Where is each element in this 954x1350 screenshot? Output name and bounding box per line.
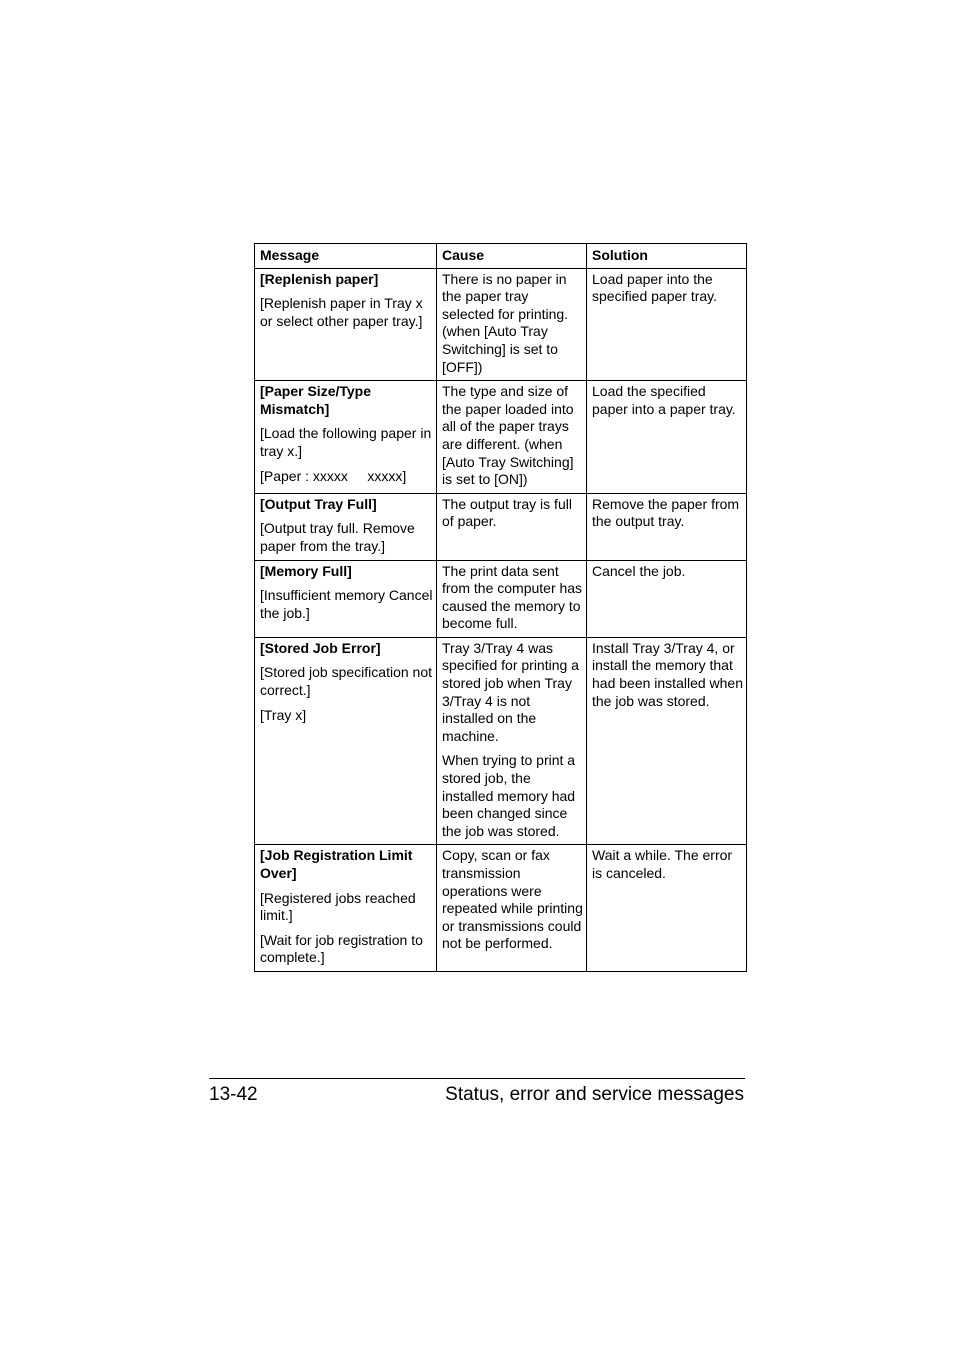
message-text: [Stored job specification not correct.] [260,664,432,699]
message-text: [Registered jobs reached limit.] [260,889,416,924]
header-solution: Solution [587,244,747,269]
message-title: [Replenish paper] [260,270,379,287]
message-cell [255,845,437,972]
cause-text: The type and size of the paper loaded into all of the paper trays are different. (when [Auto Tray Switching] is set to [ON]) [442,383,574,488]
message-text: [Tray x] [260,706,307,723]
message-cell [255,560,437,637]
message-text: [Replenish paper in Tray x or select other paper tray.] [260,295,423,329]
solution-cell [587,381,747,494]
footer-section-title: Status, error and service messages [445,1084,744,1105]
solution-cell [587,845,747,972]
solution-text: Load the specified paper into a paper tray. [592,383,736,417]
message-title: [Job Registration Limit Over] [260,847,413,881]
table-header-row [255,244,747,269]
message-text: [Output tray full. Remove paper from the tray.] [260,520,415,554]
cause-cell [437,560,587,637]
message-cell [255,268,437,381]
solution-cell [587,493,747,560]
cause-cell [437,381,587,494]
page-number: 13-42 [209,1084,258,1105]
solution-text: Install Tray 3/Tray 4, or install the memory that had been installed when the job was stored. [592,639,744,709]
cause-text: Tray 3/Tray 4 was specified for printing a stored job when Tray 3/Tray 4 is not installed on the machine. [442,639,579,744]
cause-cell [437,845,587,972]
table-row [255,493,747,560]
message-text: [Wait for job registration to complete.] [260,931,423,966]
message-text: [Paper : xxxxx xxxxx] [260,467,407,484]
message-cell [255,381,437,494]
footer-divider [209,1078,745,1079]
solution-text: Remove the paper from the output tray. [592,495,740,530]
cause-text: There is no paper in the paper tray selected for printing. (when [Auto Tray Switching] is set to [OFF]) [442,270,569,375]
table-row [255,381,747,494]
cause-text: Copy, scan or fax transmission operations were repeated while printing or transmissions could not be performed. [442,847,583,952]
message-title: [Output Tray Full] [260,495,377,512]
solution-text: Load paper into the specified paper tray. [592,270,718,305]
status-message-table [254,243,747,972]
solution-text: Wait a while. The error is canceled. [592,847,733,881]
message-text: [Load the following paper in tray x.] [260,425,432,459]
message-text: [Insufficient memory Cancel the job.] [260,587,433,621]
table-row [255,845,747,972]
message-title: [Stored Job Error] [260,639,381,656]
table-row [255,268,747,381]
cause-text: The print data sent from the computer has caused the memory to become full. [442,562,583,632]
solution-cell [587,268,747,381]
cause-text: The output tray is full of paper. [442,495,572,530]
cause-cell [437,637,587,845]
table-row [255,560,747,637]
message-cell [255,493,437,560]
cause-text: When trying to print a stored job, the installed memory had been changed since the job was stored. [442,752,576,839]
cause-cell [437,493,587,560]
solution-text: Cancel the job. [592,562,686,579]
message-title: [Paper Size/Type Mismatch] [260,383,372,417]
table-row [255,637,747,845]
message-cell [255,637,437,845]
header-cause: Cause [437,244,587,269]
solution-cell [587,637,747,845]
cause-cell [437,268,587,381]
message-title: [Memory Full] [260,562,352,579]
solution-cell [587,560,747,637]
header-message: Message [255,244,437,269]
